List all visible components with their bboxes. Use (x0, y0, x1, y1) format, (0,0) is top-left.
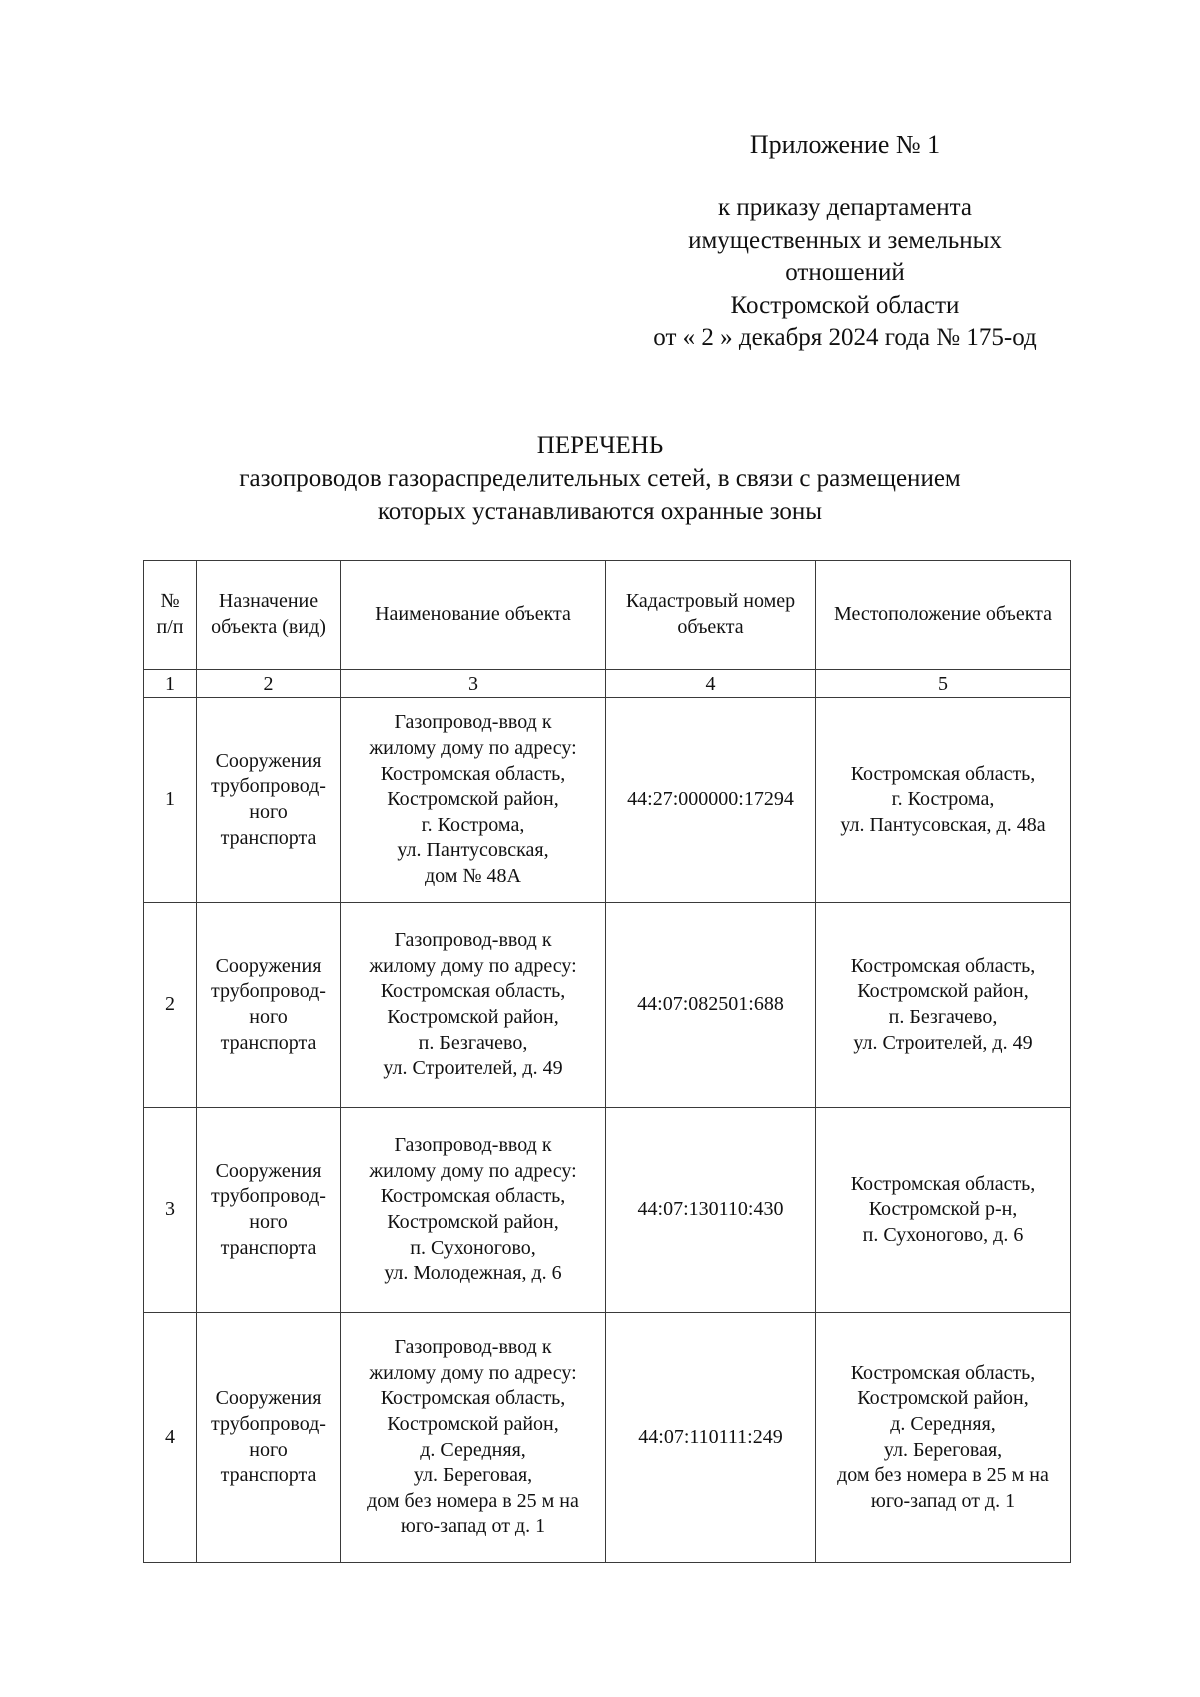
appendix-line: Костромской области (730, 291, 960, 319)
table-row (144, 698, 1071, 903)
object-name-cell: Газопровод-ввод к жилому дому по адресу: Костромская область, Костромской район, д. Середняя, ул. Береговая, дом без номера в 25 м на юго-запад от д. 1 (341, 1313, 606, 1563)
appendix-title: Приложение № 1 (749, 130, 941, 159)
object-type-cell: Сооружения трубопровод- ного транспорта (197, 903, 341, 1108)
object-name-cell: Газопровод-ввод к жилому дому по адресу: Костромская область, Костромской район, п. Сухоногово, ул. Молодежная, д. 6 (341, 1108, 606, 1313)
document-title: ПЕРЕЧЕНЬ (536, 432, 664, 459)
object-type-cell: Сооружения трубопровод- ного транспорта (197, 698, 341, 903)
document-subtitle-line: которых устанавливаются охранные зоны (377, 498, 823, 525)
column-number-cell: 5 (816, 670, 1071, 698)
header-cell-number: № п/п (144, 561, 197, 670)
appendix-line: от « 2 » декабря 2024 года № 175-од (653, 324, 1037, 351)
appendix-line: отношений (785, 259, 905, 286)
appendix-line: имущественных и земельных (688, 226, 1002, 254)
table-header-row (144, 561, 1071, 670)
pipeline-registry-table (143, 560, 1071, 1563)
cadastral-number-cell: 44:07:110111:249 (606, 1313, 816, 1563)
column-number-cell: 3 (341, 670, 606, 698)
object-name-cell: Газопровод-ввод к жилому дому по адресу: Костромская область, Костромской район, п. Безгачево, ул. Строителей, д. 49 (341, 903, 606, 1108)
document-heading (140, 429, 1060, 528)
column-number-row (144, 670, 1071, 698)
table-row (144, 1108, 1071, 1313)
object-type-cell: Сооружения трубопровод- ного транспорта (197, 1108, 341, 1313)
object-location-cell: Костромская область, Костромской р-н, п. Сухоногово, д. 6 (816, 1108, 1071, 1313)
table-row (144, 1313, 1071, 1563)
header-cell-cadastral: Кадастровый номер объекта (606, 561, 816, 670)
object-location-cell: Костромская область, Костромской район, п. Безгачево, ул. Строителей, д. 49 (816, 903, 1071, 1108)
appendix-line: к приказу департамента (717, 194, 973, 221)
object-location-cell: Костромская область, г. Кострома, ул. Пантусовская, д. 48а (816, 698, 1071, 903)
appendix-block (620, 128, 1070, 355)
column-number-cell: 1 (144, 670, 197, 698)
object-location-cell: Костромская область, Костромской район, д. Середняя, ул. Береговая, дом без номера в 25 м на юго-запад от д. 1 (816, 1313, 1071, 1563)
cadastral-number-cell: 44:27:000000:17294 (606, 698, 816, 903)
cadastral-number-cell: 44:07:130110:430 (606, 1108, 816, 1313)
table-row (144, 903, 1071, 1108)
column-number-cell: 4 (606, 670, 816, 698)
row-number-cell: 1 (144, 698, 197, 903)
header-cell-type: Назначение объекта (вид) (197, 561, 341, 670)
cadastral-number-cell: 44:07:082501:688 (606, 903, 816, 1108)
row-number-cell: 4 (144, 1313, 197, 1563)
header-cell-name: Наименование объекта (341, 561, 606, 670)
row-number-cell: 2 (144, 903, 197, 1108)
object-name-cell: Газопровод-ввод к жилому дому по адресу: Костромская область, Костромской район, г. Кострома, ул. Пантусовская, дом № 48А (341, 698, 606, 903)
header-cell-location: Местоположение объекта (816, 561, 1071, 670)
object-type-cell: Сооружения трубопровод- ного транспорта (197, 1313, 341, 1563)
document-subtitle-line: газопроводов газораспределительных сетей, в связи с размещением (239, 465, 961, 492)
column-number-cell: 2 (197, 670, 341, 698)
row-number-cell: 3 (144, 1108, 197, 1313)
